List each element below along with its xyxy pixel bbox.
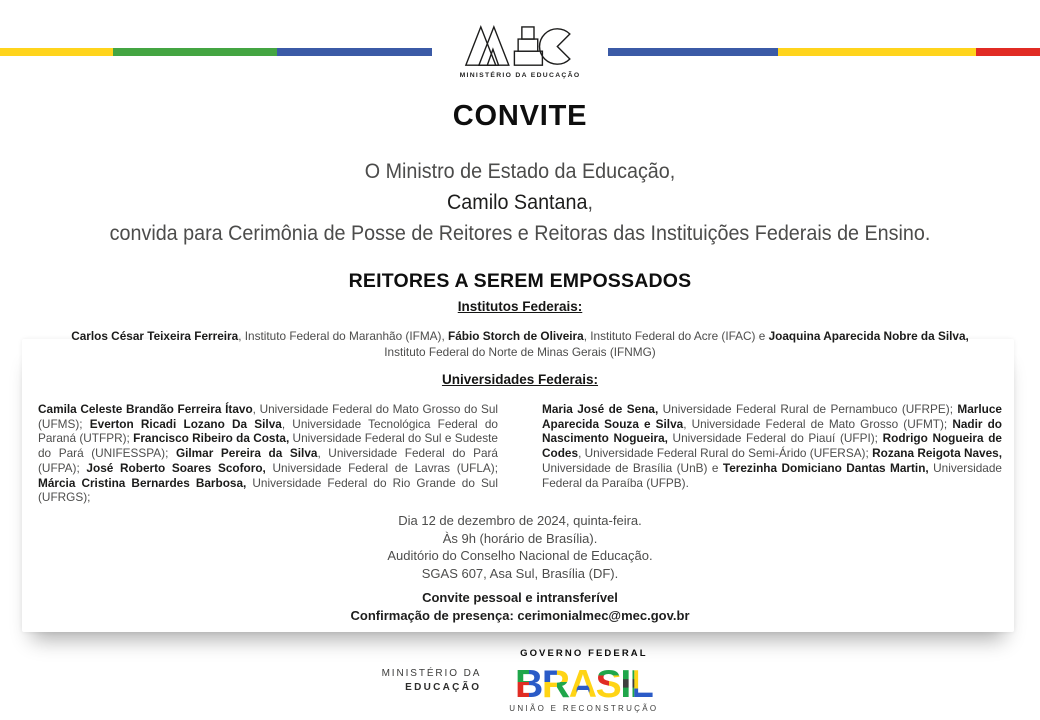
header-stripe-left — [0, 48, 432, 56]
institutos-heading: Institutos Federais: — [457, 299, 583, 314]
event-date: Dia 12 de dezembro de 2024, quinta-feira. — [398, 513, 642, 528]
event-venue: Auditório do Conselho Nacional de Educação. — [387, 548, 653, 564]
stripe-segment-red — [976, 48, 1040, 56]
universidades-column-right: Maria José de Sena, Universidade Federal Rural de Pernambuco (UFRPE); Marluce Aparecida Souza e Silva, Universidade Federal de Mato Grosso (UFMT); Nadir do Nascimento Nogueira, Universidade Federal do Piauí (UFPI); Rodrigo Nogueira de Codes, Universidade Federal Rural do Semi-Árido (UFERSA); Rozana Reigota Naves, Universidade de Brasília (UnB) e Terezinha Domiciano Dantas Martin, Universidade Federal da Paraíba (UFPB). — [542, 402, 1002, 490]
intro-line-2: convida para Cerimônia de Posse de Reitores e Reitoras das Instituições Federais de Ensino. — [109, 222, 931, 245]
stripe-segment-blue — [277, 48, 432, 56]
event-details — [0, 512, 1040, 582]
universidades-heading: Universidades Federais: — [441, 372, 599, 387]
header-stripe-right — [608, 48, 1040, 56]
universidades-columns — [38, 402, 1002, 505]
institutos-paragraph: Carlos César Teixeira Ferreira, Instituto Federal do Maranhão (IFMA), Fábio Storch de Oliveira, Instituto Federal do Acre (IFAC) e Joaquina Aparecida Nobre da Silva, Instituto Federal do Norte de Minas Gerais (IFNMG) — [71, 329, 969, 359]
mec-logo-icon — [464, 24, 576, 69]
event-address: SGAS 607, Asa Sul, Brasília (DF). — [421, 565, 619, 581]
stripe-segment-yellow — [0, 48, 113, 56]
intro-minister-name — [31, 191, 1009, 215]
brasil-logo-icon — [515, 662, 653, 702]
brasil-color-mosaic — [515, 662, 653, 701]
event-time: Às 9h (horário de Brasília). — [442, 530, 598, 546]
section-heading: REITORES A SEREM EMPOSSADOS — [348, 270, 692, 292]
stripe-segment-blue — [608, 48, 778, 56]
universidades-column-left: Camila Celeste Brandão Ferreira Ítavo, Universidade Federal do Mato Grosso do Sul (UFMS); Everton Ricadi Lozano Da Silva, Universidade Tecnológica Federal do Paraná (UTFPR); Francisco Ribeiro da Costa, Universidade Federal do Sul e Sudeste do Pará (UNIFESSPA); Gilmar Pereira da Silva, Universidade Federal do Pará (UFPA); José Roberto Soares Scoforo, Universidade Federal de Lavras (UFLA); Márcia Cristina Bernardes Barbosa, Universidade Federal do Rio Grande do Sul (UFRGS); — [38, 402, 498, 505]
ministry-line-2: EDUCAÇÃO — [405, 681, 482, 693]
mec-logo-caption: MINISTÉRIO DA EDUCAÇÃO — [459, 72, 581, 79]
ministry-lockup — [382, 667, 482, 694]
minister-name: Camilo Santana — [447, 191, 588, 214]
page-title: CONVITE — [452, 100, 588, 132]
ministry-line-1: MINISTÉRIO DA — [381, 668, 482, 679]
mec-logo — [450, 24, 590, 79]
footer — [0, 648, 1040, 713]
note-personal: Convite pessoal e intransferível — [422, 590, 618, 605]
governo-federal-logo — [509, 648, 658, 713]
governo-federal-label: GOVERNO FEDERAL — [520, 648, 648, 659]
stripe-segment-yellow — [778, 48, 976, 56]
intro-line-1: O Ministro de Estado da Educação, — [364, 160, 676, 183]
invitation-notes — [0, 589, 1040, 624]
minister-name-comma: , — [587, 191, 593, 214]
note-rsvp-email: Confirmação de presença: cerimonialmec@mec.gov.br — [350, 607, 690, 623]
stripe-segment-green — [113, 48, 277, 56]
governo-slogan: UNIÃO E RECONSTRUÇÃO — [509, 704, 659, 713]
